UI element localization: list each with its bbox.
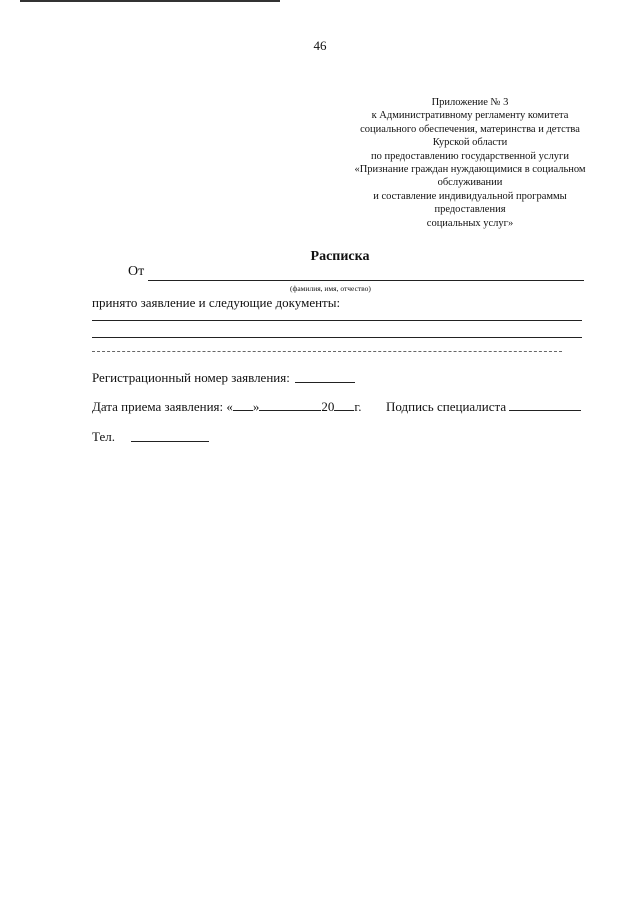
appendix-line: Приложение № 3: [431, 97, 509, 108]
accepted-documents-label: принято заявление и следующие документы:: [92, 295, 341, 310]
phone-label: Тел.: [92, 429, 115, 444]
date-row: [92, 398, 362, 415]
signature-field[interactable]: [509, 398, 581, 411]
registration-number-label: [92, 370, 290, 386]
date-label: Дата приема заявления: «: [92, 399, 233, 414]
documents-line-1[interactable]: [92, 320, 582, 321]
page-number: 46: [313, 38, 327, 53]
appendix-line: социального обеспечения, материнства и детства: [360, 123, 580, 135]
appendix-header: [330, 96, 610, 230]
documents-line-3[interactable]: [92, 351, 562, 352]
receipt-title: Расписка: [310, 249, 370, 264]
appendix-line: Курской области: [432, 137, 508, 149]
from-field-line[interactable]: [148, 280, 584, 281]
top-rule: [20, 0, 280, 2]
registration-number-text: Регистрационный номер заявления:: [92, 370, 290, 385]
appendix-line: обслуживании: [437, 177, 503, 189]
appendix-line: и составление индивидуальной программы: [373, 190, 567, 202]
appendix-line: «Признание граждан нуждающимися в социальном: [354, 164, 586, 176]
from-label: От: [128, 264, 145, 279]
year-prefix: 20: [321, 399, 335, 414]
date-quote-close: »: [252, 399, 260, 414]
year-field[interactable]: [334, 398, 354, 411]
signature-label: Подпись специалиста: [386, 399, 507, 414]
signature-block: [386, 398, 581, 415]
appendix-line: к Административному регламенту комитета: [371, 110, 569, 122]
registration-number-field[interactable]: [295, 382, 355, 383]
year-suffix: г.: [354, 399, 362, 414]
appendix-line: по предоставлению государственной услуги: [371, 150, 569, 162]
month-field[interactable]: [259, 398, 321, 411]
phone-field[interactable]: [131, 441, 209, 442]
documents-line-2[interactable]: [92, 337, 582, 338]
fio-hint: (фамилия, имя, отчество): [290, 284, 371, 293]
day-field[interactable]: [233, 398, 253, 411]
appendix-line: социальных услуг»: [426, 217, 514, 229]
appendix-line: предоставления: [434, 204, 506, 216]
